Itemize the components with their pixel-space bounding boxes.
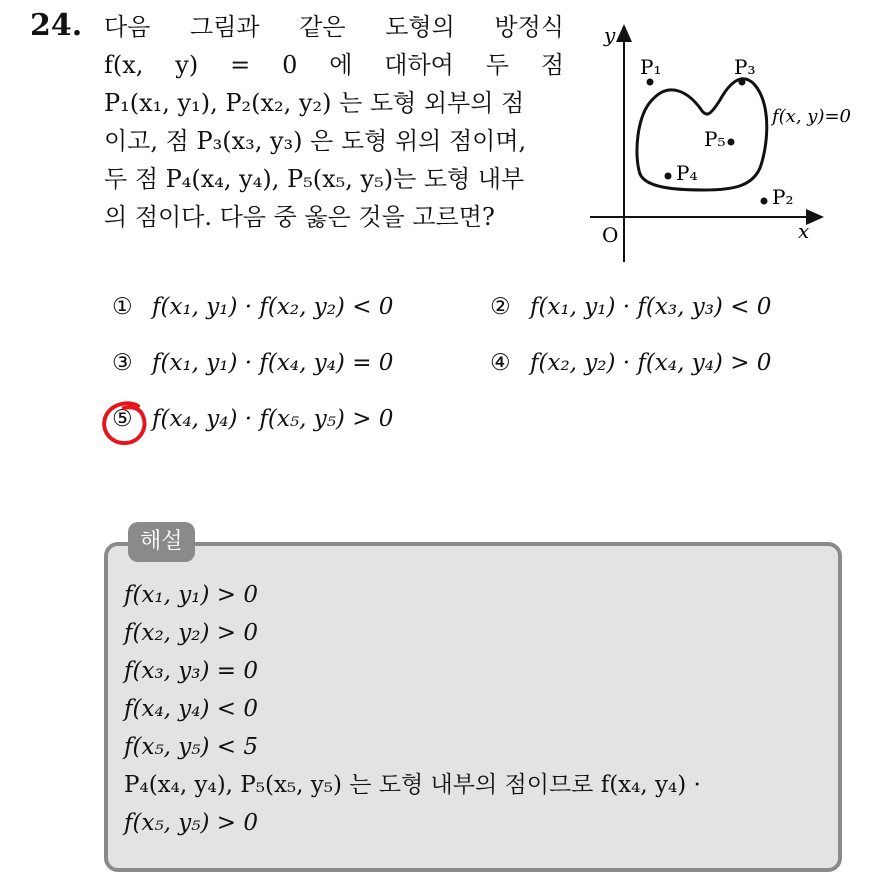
choice-number: ① <box>112 294 133 320</box>
point-p4-label: P₄ <box>676 161 698 185</box>
choice-expression: f(x₁, y₁) · f(x₄, y₄) = 0 <box>152 350 394 376</box>
question-text <box>104 8 564 236</box>
choice-2[interactable] <box>490 294 771 320</box>
choice-expression: f(x₁, y₁) · f(x₂, y₂) < 0 <box>152 294 394 320</box>
choice-number: ④ <box>490 350 511 376</box>
choice-4[interactable] <box>490 350 771 376</box>
solution-line: f(x₄, y₄) < 0 <box>124 696 259 722</box>
point-p5-dot <box>728 139 735 146</box>
solution-line: f(x₃, y₃) = 0 <box>124 658 259 684</box>
choice-number: ⑤ <box>112 406 133 432</box>
choice-number: ③ <box>112 350 133 376</box>
choice-expression: f(x₁, y₁) · f(x₃, y₃) < 0 <box>530 294 772 320</box>
point-p2-dot <box>761 198 768 205</box>
point-p4-dot <box>665 173 672 180</box>
question-line: 이고, 점 P₃(x₃, y₃) 은 도형 위의 점이며, <box>104 127 527 155</box>
choice-expression: f(x₂, y₂) · f(x₄, y₄) > 0 <box>530 350 772 376</box>
point-p2-label: P₂ <box>772 185 794 209</box>
question-line: 다음 그림과 같은 도형의 방정식 <box>104 13 564 41</box>
choice-1[interactable] <box>112 294 393 320</box>
solution-line: f(x₂, y₂) > 0 <box>124 620 259 646</box>
point-p3-label: P₃ <box>734 55 756 79</box>
answer-circle-mark <box>100 398 150 448</box>
choice-5[interactable] <box>112 406 393 432</box>
question-line: P₁(x₁, y₁), P₂(x₂, y₂) 는 도형 외부의 점 <box>104 89 525 117</box>
choice-number: ② <box>490 294 511 320</box>
point-p1-label: P₁ <box>640 55 662 79</box>
point-p3-dot <box>739 79 746 86</box>
solution-conclusion: P₄(x₄, y₄), P₅(x₅, y₅) 는 도형 내부의 점이므로 f(x₄, y₄) · <box>124 772 701 798</box>
figure-svg <box>584 18 874 270</box>
solution-line: f(x₅, y₅) < 5 <box>124 734 259 760</box>
question-line: f(x, y) = 0 에 대하여 두 점 <box>104 51 564 79</box>
solution-tag: 해설 <box>128 522 195 562</box>
solution-conclusion-end: f(x₅, y₅) > 0 <box>124 810 259 836</box>
curve-label: f(x, y)=0 <box>772 106 852 127</box>
question-number: 24. <box>30 8 83 43</box>
choice-expression: f(x₄, y₄) · f(x₅, y₅) > 0 <box>152 406 394 432</box>
origin-label: O <box>602 223 619 247</box>
point-p1-dot <box>647 79 654 86</box>
region-figure <box>584 18 874 270</box>
question-line: 두 점 P₄(x₄, y₄), P₅(x₅, y₅)는 도형 내부 <box>104 165 525 193</box>
x-axis-label: x <box>798 219 810 243</box>
y-axis-label: y <box>604 23 616 47</box>
closed-curve <box>637 79 767 190</box>
solution-line: f(x₁, y₁) > 0 <box>124 582 259 608</box>
solution-text <box>124 576 836 842</box>
choice-3[interactable] <box>112 350 393 376</box>
point-p5-label: P₅ <box>704 127 726 151</box>
question-line: 의 점이다. 다음 중 옳은 것을 고르면? <box>104 203 495 231</box>
